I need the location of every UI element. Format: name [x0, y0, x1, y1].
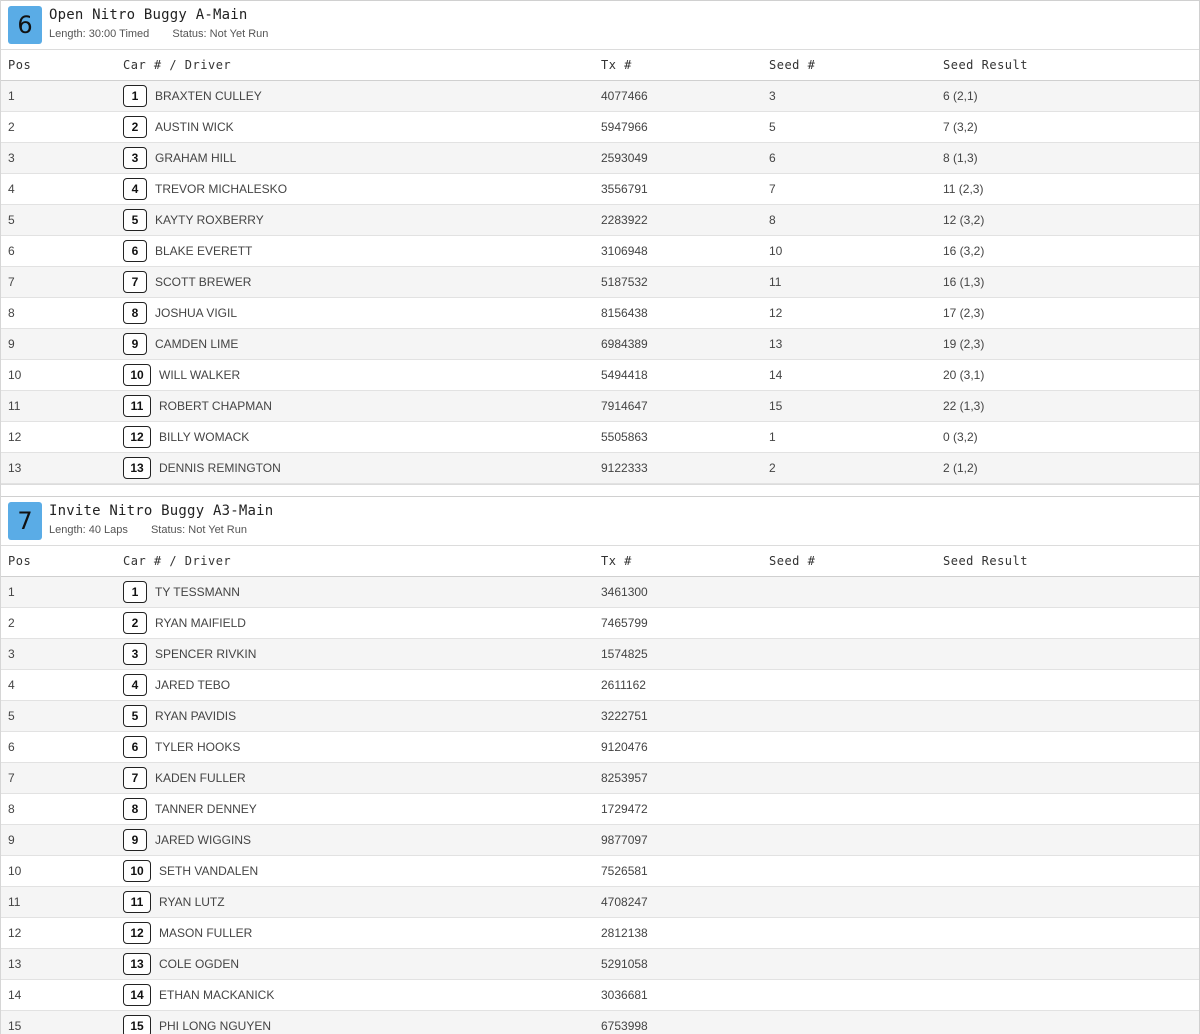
car-number-badge: 9	[123, 829, 147, 851]
car-driver	[123, 581, 601, 603]
table-row[interactable]	[1, 205, 1199, 236]
race-number-badge: 6	[8, 6, 42, 44]
car-number-badge: 6	[123, 240, 147, 262]
driver-name[interactable]: WILL WALKER	[159, 368, 241, 382]
car-driver	[123, 178, 601, 200]
col-tx-header[interactable]: Tx #	[601, 546, 769, 577]
car-driver	[123, 643, 601, 665]
driver-name[interactable]: BRAXTEN CULLEY	[155, 89, 262, 103]
driver-name[interactable]: KADEN FULLER	[155, 771, 246, 785]
driver-cell	[123, 174, 601, 205]
seed-result-cell: 0 (3,2)	[943, 422, 1199, 453]
race-separator	[1, 484, 1200, 496]
car-driver	[123, 612, 601, 634]
driver-name[interactable]: JARED TEBO	[155, 678, 231, 692]
driver-name[interactable]: COLE OGDEN	[159, 957, 240, 971]
car-number-badge: 6	[123, 736, 147, 758]
table-row[interactable]	[1, 608, 1199, 639]
driver-name[interactable]: AUSTIN WICK	[155, 120, 234, 134]
seed-cell	[769, 949, 943, 980]
car-driver	[123, 891, 601, 913]
table-row[interactable]	[1, 391, 1199, 422]
car-driver	[123, 302, 601, 324]
race-status: Status: Not Yet Run	[172, 28, 269, 40]
car-number-badge: 1	[123, 85, 147, 107]
driver-cell	[123, 112, 601, 143]
seed-cell	[769, 763, 943, 794]
seed-cell: 6	[769, 143, 943, 174]
table-row[interactable]	[1, 732, 1199, 763]
tx-cell: 8156438	[601, 298, 769, 329]
pos-cell: 14	[1, 980, 123, 1011]
driver-name[interactable]: SETH VANDALEN	[159, 864, 259, 878]
pos-cell: 2	[1, 112, 123, 143]
car-driver	[123, 116, 601, 138]
seed-result-cell	[943, 1011, 1199, 1034]
pos-cell: 12	[1, 422, 123, 453]
col-seed-header[interactable]: Seed #	[769, 50, 943, 81]
driver-cell	[123, 701, 601, 732]
driver-name[interactable]: RYAN LUTZ	[159, 895, 225, 909]
seed-result-cell	[943, 856, 1199, 887]
pos-cell: 9	[1, 329, 123, 360]
seed-cell	[769, 608, 943, 639]
seed-result-cell: 22 (1,3)	[943, 391, 1199, 422]
car-number-badge: 3	[123, 643, 147, 665]
pos-cell: 7	[1, 763, 123, 794]
seed-cell: 7	[769, 174, 943, 205]
driver-name[interactable]: RYAN PAVIDIS	[155, 709, 237, 723]
seed-cell	[769, 887, 943, 918]
tx-cell: 2593049	[601, 143, 769, 174]
seed-result-cell: 16 (3,2)	[943, 236, 1199, 267]
seed-result-cell	[943, 887, 1199, 918]
col-pos-header[interactable]: Pos	[1, 50, 123, 81]
driver-name[interactable]: BLAKE EVERETT	[155, 244, 253, 258]
seed-result-cell	[943, 732, 1199, 763]
tx-cell: 3222751	[601, 701, 769, 732]
tx-cell: 2611162	[601, 670, 769, 701]
car-number-badge: 10	[123, 364, 151, 386]
seed-cell	[769, 856, 943, 887]
race-entries-table	[1, 546, 1199, 1034]
seed-result-cell: 7 (3,2)	[943, 112, 1199, 143]
tx-cell: 5291058	[601, 949, 769, 980]
table-row[interactable]	[1, 918, 1199, 949]
driver-cell	[123, 856, 601, 887]
table-row[interactable]	[1, 825, 1199, 856]
pos-cell: 1	[1, 81, 123, 112]
tx-cell: 1574825	[601, 639, 769, 670]
driver-cell	[123, 360, 601, 391]
tx-cell: 2812138	[601, 918, 769, 949]
driver-name[interactable]: TREVOR MICHALESKO	[155, 182, 288, 196]
table-row[interactable]	[1, 298, 1199, 329]
race-number-badge: 7	[8, 502, 42, 540]
tx-cell: 3106948	[601, 236, 769, 267]
car-driver	[123, 829, 601, 851]
pos-cell: 11	[1, 391, 123, 422]
seed-cell: 10	[769, 236, 943, 267]
car-number-badge: 12	[123, 426, 151, 448]
car-number-badge: 10	[123, 860, 151, 882]
car-number-badge: 4	[123, 178, 147, 200]
driver-cell	[123, 81, 601, 112]
pos-cell: 10	[1, 360, 123, 391]
car-number-badge: 4	[123, 674, 147, 696]
pos-cell: 5	[1, 205, 123, 236]
pos-cell: 2	[1, 608, 123, 639]
table-row[interactable]	[1, 1011, 1199, 1034]
car-number-badge: 1	[123, 581, 147, 603]
tx-cell: 7526581	[601, 856, 769, 887]
seed-result-cell: 8 (1,3)	[943, 143, 1199, 174]
seed-cell	[769, 825, 943, 856]
car-driver	[123, 85, 601, 107]
car-driver	[123, 457, 601, 479]
col-driver-header[interactable]: Car # / Driver	[123, 50, 601, 81]
car-driver	[123, 1015, 601, 1034]
tx-cell: 5494418	[601, 360, 769, 391]
car-number-badge: 7	[123, 271, 147, 293]
driver-cell	[123, 949, 601, 980]
pos-cell: 8	[1, 794, 123, 825]
tx-cell: 4708247	[601, 887, 769, 918]
seed-cell: 1	[769, 422, 943, 453]
pos-cell: 8	[1, 298, 123, 329]
seed-cell: 5	[769, 112, 943, 143]
seed-result-cell: 16 (1,3)	[943, 267, 1199, 298]
table-row[interactable]	[1, 701, 1199, 732]
driver-name[interactable]: PHI LONG NGUYEN	[159, 1019, 272, 1033]
driver-name[interactable]: TANNER DENNEY	[155, 802, 257, 816]
pos-cell: 7	[1, 267, 123, 298]
table-row[interactable]	[1, 453, 1199, 484]
seed-cell: 12	[769, 298, 943, 329]
race-length: Length: 40 Laps	[49, 524, 128, 536]
pos-cell: 13	[1, 453, 123, 484]
pos-cell: 5	[1, 701, 123, 732]
table-row[interactable]	[1, 577, 1199, 608]
car-driver	[123, 271, 601, 293]
pos-cell: 3	[1, 639, 123, 670]
car-driver	[123, 426, 601, 448]
seed-result-cell	[943, 608, 1199, 639]
driver-name[interactable]: BILLY WOMACK	[159, 430, 250, 444]
table-row[interactable]	[1, 763, 1199, 794]
table-row[interactable]	[1, 670, 1199, 701]
driver-cell	[123, 577, 601, 608]
driver-name[interactable]: GRAHAM HILL	[155, 151, 237, 165]
pos-cell: 13	[1, 949, 123, 980]
pos-cell: 9	[1, 825, 123, 856]
col-seed-result-header[interactable]: Seed Result	[943, 50, 1199, 81]
tx-cell: 4077466	[601, 81, 769, 112]
seed-result-cell: 2 (1,2)	[943, 453, 1199, 484]
driver-name[interactable]: MASON FULLER	[159, 926, 253, 940]
driver-cell	[123, 608, 601, 639]
race-entries-table	[1, 50, 1199, 484]
driver-cell	[123, 887, 601, 918]
seed-cell	[769, 918, 943, 949]
driver-cell	[123, 453, 601, 484]
seed-cell: 8	[769, 205, 943, 236]
car-driver	[123, 736, 601, 758]
car-driver	[123, 798, 601, 820]
driver-cell	[123, 391, 601, 422]
tx-cell: 9120476	[601, 732, 769, 763]
driver-cell	[123, 670, 601, 701]
driver-cell	[123, 980, 601, 1011]
race-meta	[49, 28, 288, 40]
col-tx-header[interactable]: Tx #	[601, 50, 769, 81]
seed-result-cell	[943, 577, 1199, 608]
tx-cell: 7465799	[601, 608, 769, 639]
driver-cell	[123, 143, 601, 174]
car-number-badge: 8	[123, 798, 147, 820]
table-row[interactable]	[1, 81, 1199, 112]
pos-cell: 12	[1, 918, 123, 949]
seed-cell: 2	[769, 453, 943, 484]
car-number-badge: 13	[123, 457, 151, 479]
pos-cell: 4	[1, 670, 123, 701]
seed-result-cell	[943, 980, 1199, 1011]
driver-name[interactable]: SCOTT BREWER	[155, 275, 252, 289]
driver-cell	[123, 794, 601, 825]
table-row[interactable]	[1, 794, 1199, 825]
car-driver	[123, 860, 601, 882]
col-driver-header[interactable]: Car # / Driver	[123, 546, 601, 577]
seed-cell: 14	[769, 360, 943, 391]
seed-result-cell	[943, 670, 1199, 701]
table-row[interactable]	[1, 329, 1199, 360]
seed-result-cell	[943, 701, 1199, 732]
table-row[interactable]	[1, 949, 1199, 980]
table-row[interactable]	[1, 267, 1199, 298]
seed-result-cell: 17 (2,3)	[943, 298, 1199, 329]
driver-name[interactable]: KAYTY ROXBERRY	[155, 213, 264, 227]
seed-cell	[769, 794, 943, 825]
driver-name[interactable]: JARED WIGGINS	[155, 833, 252, 847]
seed-cell: 13	[769, 329, 943, 360]
car-number-badge: 5	[123, 209, 147, 231]
car-number-badge: 13	[123, 953, 151, 975]
race-title: Open Nitro Buggy A-Main	[49, 7, 248, 23]
seed-result-cell: 20 (3,1)	[943, 360, 1199, 391]
driver-cell	[123, 1011, 601, 1034]
pos-cell: 11	[1, 887, 123, 918]
seed-result-cell	[943, 763, 1199, 794]
driver-cell	[123, 329, 601, 360]
seed-result-cell	[943, 825, 1199, 856]
car-number-badge: 15	[123, 1015, 151, 1034]
table-row[interactable]	[1, 112, 1199, 143]
car-number-badge: 2	[123, 116, 147, 138]
driver-cell	[123, 732, 601, 763]
table-header-row	[1, 546, 1199, 577]
tx-cell: 1729472	[601, 794, 769, 825]
seed-result-cell: 6 (2,1)	[943, 81, 1199, 112]
tx-cell: 3556791	[601, 174, 769, 205]
race-header	[1, 1, 1199, 50]
seed-cell	[769, 980, 943, 1011]
tx-cell: 5187532	[601, 267, 769, 298]
driver-name[interactable]: CAMDEN LIME	[155, 337, 239, 351]
pos-cell: 15	[1, 1011, 123, 1034]
tx-cell: 3461300	[601, 577, 769, 608]
car-number-badge: 9	[123, 333, 147, 355]
car-number-badge: 3	[123, 147, 147, 169]
driver-cell	[123, 763, 601, 794]
seed-cell: 3	[769, 81, 943, 112]
car-driver	[123, 240, 601, 262]
seed-result-cell: 11 (2,3)	[943, 174, 1199, 205]
seed-cell: 15	[769, 391, 943, 422]
tx-cell: 6984389	[601, 329, 769, 360]
tx-cell: 8253957	[601, 763, 769, 794]
car-number-badge: 12	[123, 922, 151, 944]
car-driver	[123, 922, 601, 944]
driver-name[interactable]: JOSHUA VIGIL	[155, 306, 238, 320]
driver-name[interactable]: DENNIS REMINGTON	[159, 461, 281, 475]
pos-cell: 10	[1, 856, 123, 887]
col-pos-header[interactable]: Pos	[1, 546, 123, 577]
tx-cell: 2283922	[601, 205, 769, 236]
driver-cell	[123, 205, 601, 236]
driver-cell	[123, 298, 601, 329]
driver-name[interactable]: TYLER HOOKS	[155, 740, 241, 754]
table-row[interactable]	[1, 174, 1199, 205]
seed-result-cell	[943, 918, 1199, 949]
driver-cell	[123, 267, 601, 298]
seed-cell	[769, 1011, 943, 1034]
pos-cell: 6	[1, 732, 123, 763]
table-row[interactable]	[1, 639, 1199, 670]
race-header	[1, 497, 1199, 546]
pos-cell: 1	[1, 577, 123, 608]
tx-cell: 5947966	[601, 112, 769, 143]
race-status: Status: Not Yet Run	[150, 524, 247, 536]
pos-cell: 3	[1, 143, 123, 174]
table-header-row	[1, 50, 1199, 81]
car-number-badge: 11	[123, 395, 151, 417]
car-driver	[123, 147, 601, 169]
tx-cell: 3036681	[601, 980, 769, 1011]
seed-cell	[769, 577, 943, 608]
race-title: Invite Nitro Buggy A3-Main	[49, 503, 274, 519]
car-number-badge: 2	[123, 612, 147, 634]
seed-cell	[769, 670, 943, 701]
pos-cell: 6	[1, 236, 123, 267]
driver-name[interactable]: ROBERT CHAPMAN	[159, 399, 272, 413]
seed-cell	[769, 701, 943, 732]
car-driver	[123, 395, 601, 417]
car-number-badge: 8	[123, 302, 147, 324]
driver-name[interactable]: ETHAN MACKANICK	[159, 988, 275, 1002]
race-meta	[49, 524, 267, 536]
seed-result-cell	[943, 949, 1199, 980]
tx-cell: 7914647	[601, 391, 769, 422]
seed-result-cell: 19 (2,3)	[943, 329, 1199, 360]
car-driver	[123, 209, 601, 231]
table-row[interactable]	[1, 236, 1199, 267]
car-driver	[123, 364, 601, 386]
car-driver	[123, 767, 601, 789]
car-driver	[123, 953, 601, 975]
tx-cell: 5505863	[601, 422, 769, 453]
race-section	[1, 496, 1200, 1034]
car-driver	[123, 333, 601, 355]
car-number-badge: 14	[123, 984, 151, 1006]
pos-cell: 4	[1, 174, 123, 205]
table-row[interactable]	[1, 980, 1199, 1011]
driver-name[interactable]: SPENCER RIVKIN	[155, 647, 257, 661]
car-number-badge: 7	[123, 767, 147, 789]
race-section	[1, 0, 1200, 484]
driver-cell	[123, 639, 601, 670]
col-seed-result-header[interactable]: Seed Result	[943, 546, 1199, 577]
table-row[interactable]	[1, 360, 1199, 391]
driver-cell	[123, 918, 601, 949]
driver-name[interactable]: RYAN MAIFIELD	[155, 616, 246, 630]
race-length: Length: 30:00 Timed	[49, 28, 150, 40]
car-number-badge: 5	[123, 705, 147, 727]
car-number-badge: 11	[123, 891, 151, 913]
race-list	[1, 0, 1200, 1034]
seed-result-cell	[943, 794, 1199, 825]
seed-cell	[769, 732, 943, 763]
car-driver	[123, 984, 601, 1006]
seed-cell: 11	[769, 267, 943, 298]
driver-cell	[123, 236, 601, 267]
seed-result-cell	[943, 639, 1199, 670]
table-row[interactable]	[1, 143, 1199, 174]
seed-result-cell: 12 (3,2)	[943, 205, 1199, 236]
driver-cell	[123, 825, 601, 856]
tx-cell: 6753998	[601, 1011, 769, 1034]
tx-cell: 9122333	[601, 453, 769, 484]
car-driver	[123, 674, 601, 696]
table-row[interactable]	[1, 887, 1199, 918]
driver-name[interactable]: TY TESSMANN	[155, 585, 240, 599]
tx-cell: 9877097	[601, 825, 769, 856]
seed-cell	[769, 639, 943, 670]
table-row[interactable]	[1, 856, 1199, 887]
col-seed-header[interactable]: Seed #	[769, 546, 943, 577]
car-driver	[123, 705, 601, 727]
table-row[interactable]	[1, 422, 1199, 453]
driver-cell	[123, 422, 601, 453]
